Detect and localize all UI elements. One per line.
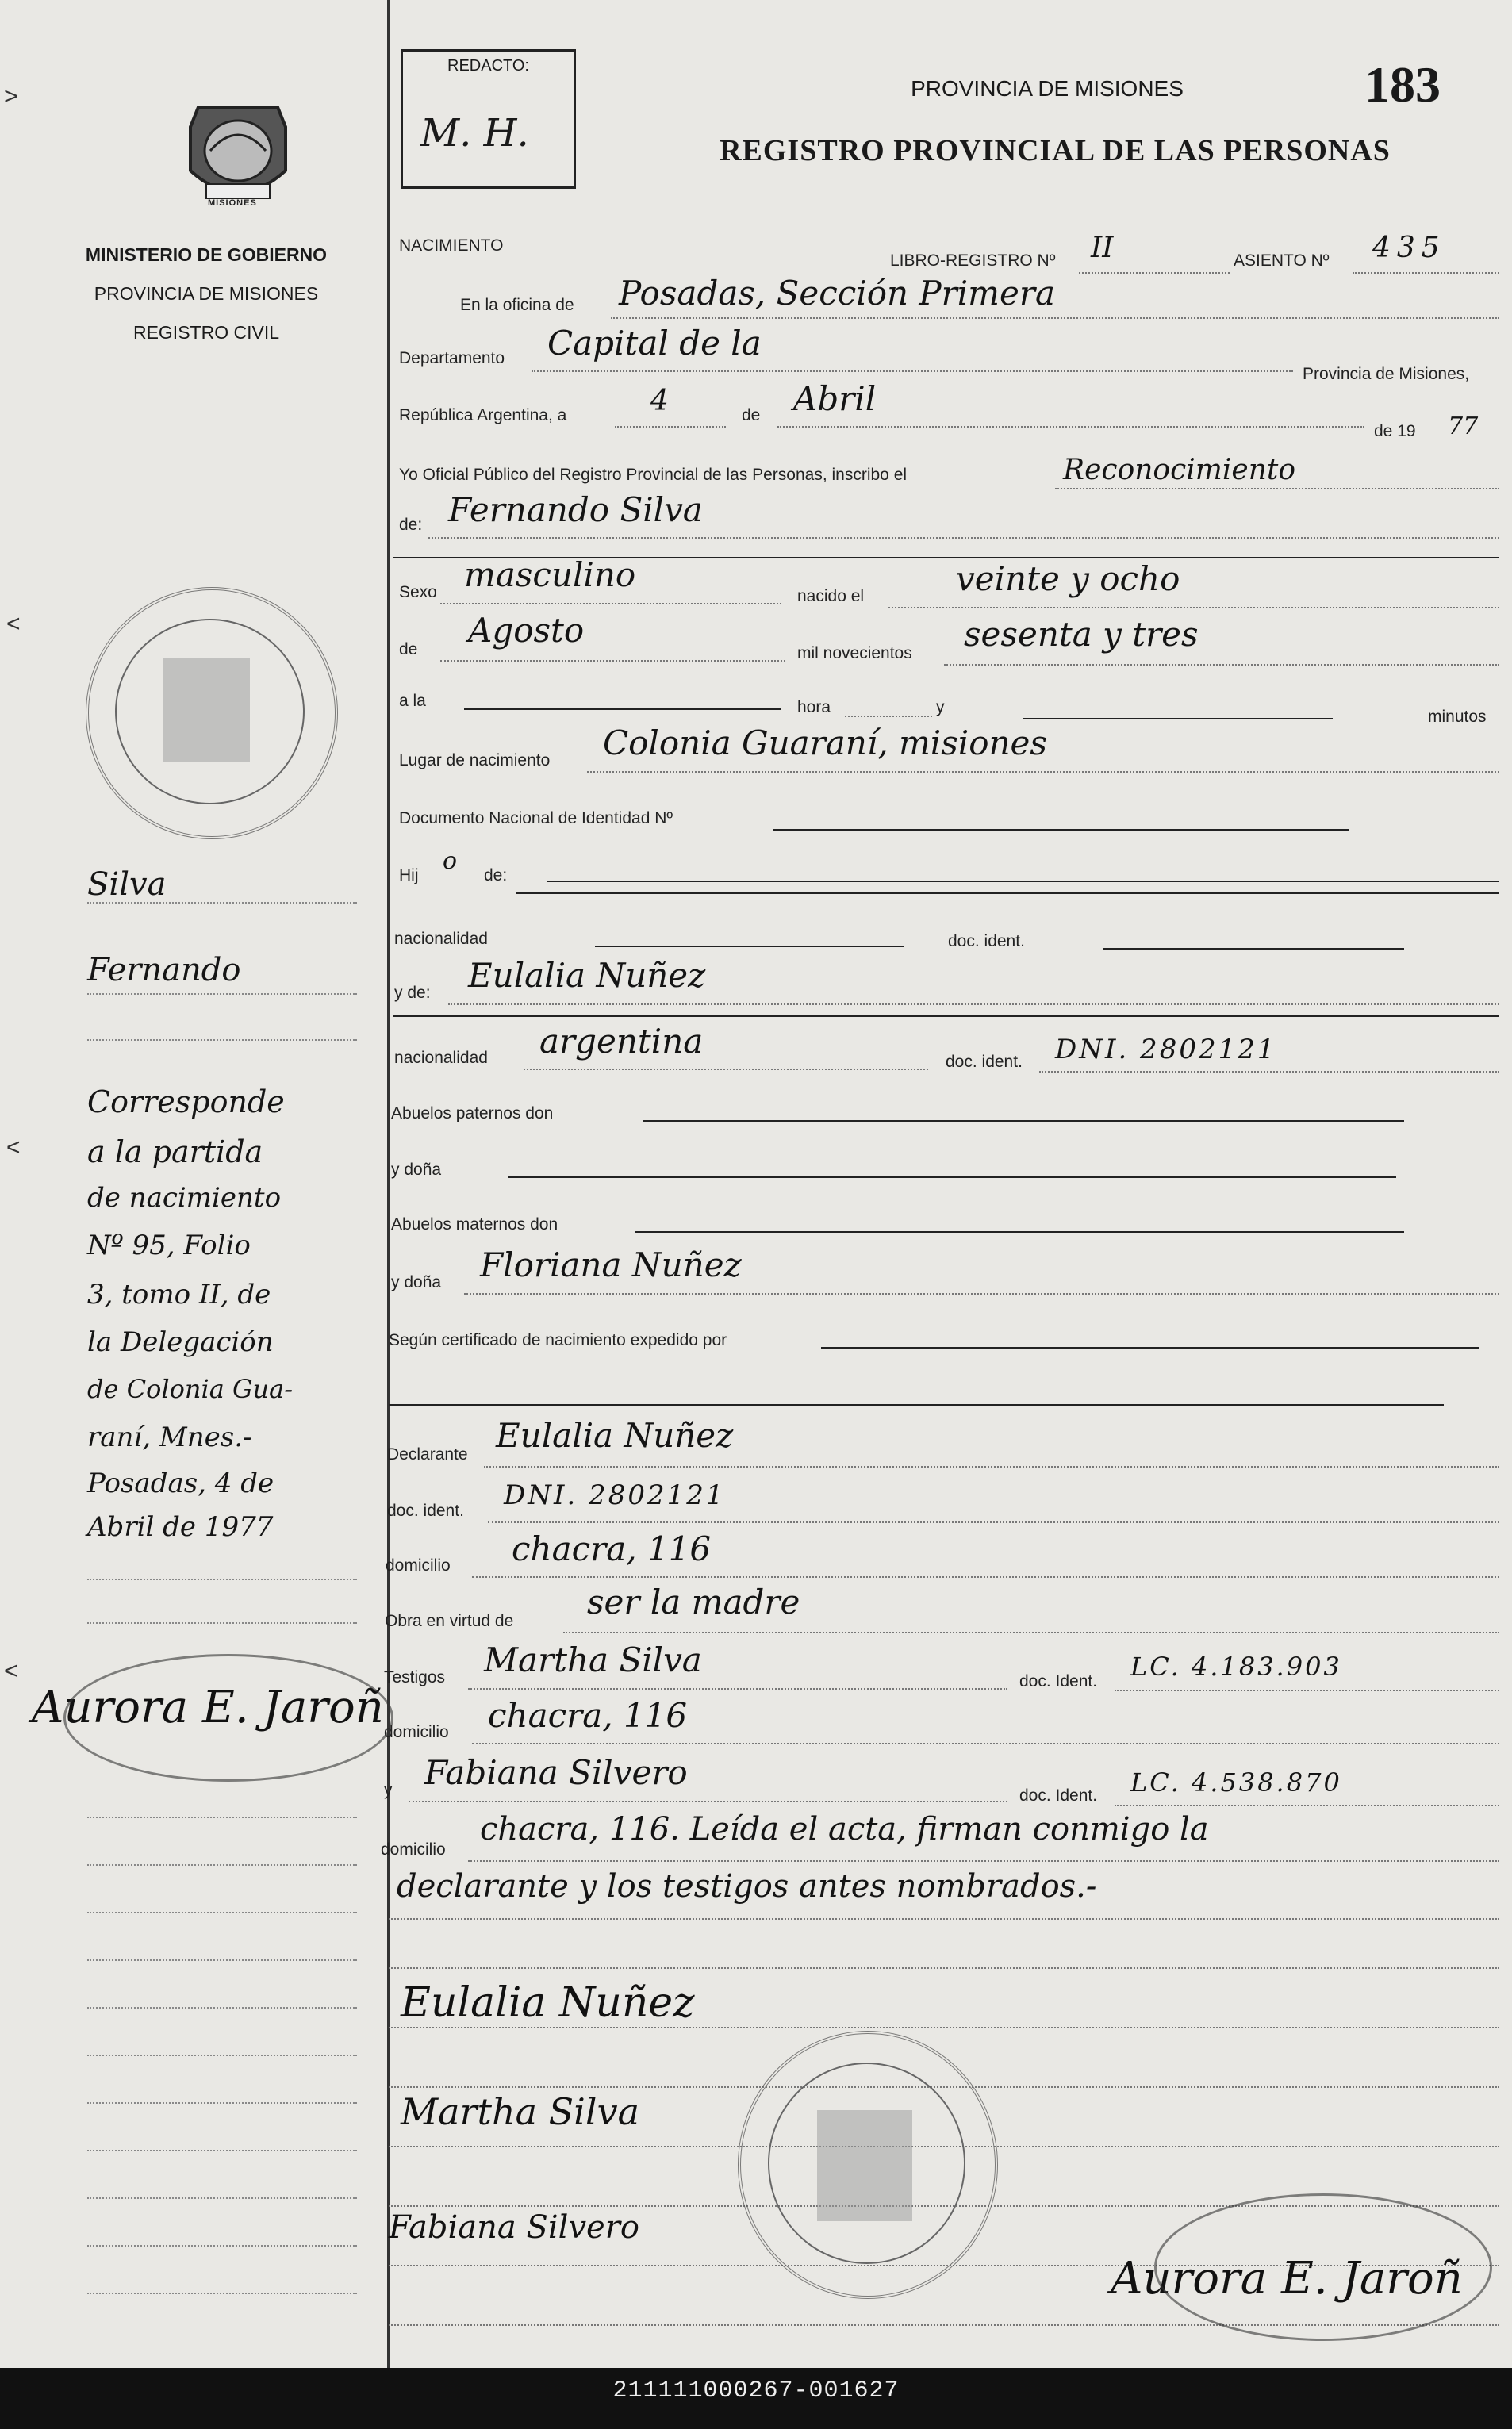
margin-note-line: Abril de 1977	[87, 1511, 274, 1543]
doc-madre-value: DNI. 2802121	[1055, 1034, 1277, 1065]
oficina-value: Posadas, Sección Primera	[619, 274, 1055, 313]
struck-field	[508, 1176, 1396, 1178]
dia-value: 4	[650, 385, 669, 417]
margin-rule	[87, 1039, 357, 1041]
misiones-shield-icon	[182, 95, 294, 214]
section-rule	[516, 892, 1499, 894]
margin-rule	[87, 1817, 357, 1818]
margin-rule	[87, 2293, 357, 2294]
fill-line	[1115, 1690, 1499, 1691]
departamento-value: Capital de la	[547, 324, 762, 363]
fill-line	[440, 660, 785, 662]
registry-title: REGISTRO PROVINCIAL DE LAS PERSONAS	[720, 134, 1391, 167]
mes-value: Abril	[793, 379, 877, 418]
hijo-label: Hij	[399, 866, 419, 884]
departamento-label: Departamento	[399, 349, 505, 367]
nacionalidad-madre-value: argentina	[539, 1022, 704, 1061]
testigo1-value: Martha Silva	[484, 1640, 702, 1679]
margin-note-line: la Delegación	[87, 1326, 274, 1358]
struck-field	[547, 881, 1499, 882]
testigo1-domicilio-value: chacra, 116	[488, 1696, 688, 1735]
abuelos-maternos-label: Abuelos maternos don	[391, 1215, 558, 1234]
sexo-label: Sexo	[399, 583, 437, 601]
struck-field	[821, 1347, 1479, 1349]
testigo1-doc-value: LC. 4.183.903	[1130, 1652, 1342, 1682]
fill-line	[472, 1743, 1499, 1744]
oficial-label: Yo Oficial Público del Registro Provincial de las Personas, inscribo el	[399, 466, 908, 484]
binding-mark: >	[4, 83, 18, 109]
y-label: y	[936, 698, 945, 716]
lugar-label: Lugar de nacimiento	[399, 751, 551, 769]
redacto-initials: M. H.	[420, 111, 529, 155]
margin-note-line: 3, tomo II, de	[87, 1279, 271, 1310]
doc-ident4-label: doc. Ident.	[1019, 1786, 1098, 1805]
binding-mark: <	[4, 1658, 18, 1684]
inscripcion-value: Reconocimiento	[1063, 454, 1296, 486]
binding-mark: <	[6, 1134, 21, 1161]
margin-rule	[87, 993, 357, 995]
margin-rule	[87, 1959, 357, 1961]
margin-rule	[87, 2197, 357, 2199]
nacido-label: nacido el	[797, 587, 865, 605]
struck-field	[595, 946, 904, 947]
nombre-value: Fernando Silva	[448, 490, 703, 529]
margin-note-line: Corresponde	[87, 1084, 285, 1119]
official-signature-bottom-loop	[1154, 2193, 1492, 2341]
nacionalidad-madre-label: nacionalidad	[394, 1049, 488, 1067]
hora-label: hora	[797, 698, 831, 716]
fill-line	[389, 1918, 1499, 1920]
fill-line	[615, 426, 726, 428]
fill-line	[845, 716, 932, 717]
margin-note-line: a la partida	[87, 1134, 263, 1169]
struck-field	[464, 708, 781, 710]
fill-line	[532, 370, 1293, 372]
official-signature-left: Aurora E. Jaroñ	[32, 1682, 384, 1733]
y-dona-label: y doña	[391, 1161, 442, 1179]
fill-line	[389, 1967, 1499, 1969]
margin-rule	[87, 1579, 357, 1580]
a-la-label: a la	[399, 692, 426, 710]
margin-rule	[87, 1912, 357, 1913]
madre-value: Eulalia Nuñez	[468, 956, 706, 995]
fill-line	[468, 1860, 1499, 1862]
republica-label: República Argentina, a	[399, 406, 567, 424]
margin-note-line: raní, Mnes.-	[87, 1422, 252, 1453]
margin-rule	[87, 2245, 357, 2247]
margin-rule	[87, 2150, 357, 2151]
margin-note-line: Posadas, 4 de	[87, 1468, 274, 1499]
y-de-label: y de:	[394, 984, 431, 1002]
testigo2-doc-value: LC. 4.538.870	[1130, 1767, 1342, 1798]
fill-line	[524, 1069, 928, 1070]
doc-ident-madre-label: doc. ident.	[946, 1053, 1023, 1071]
fill-line	[448, 1003, 1499, 1005]
cierre-line1: chacra, 116. Leída el acta, firman conmigo la	[480, 1811, 1209, 1848]
domicilio-label: domicilio	[386, 1556, 451, 1575]
signature-testigo1: Martha Silva	[401, 2090, 640, 2133]
struck-field	[635, 1231, 1404, 1233]
anio-value: 77	[1448, 413, 1479, 440]
fill-line	[464, 1293, 1499, 1295]
fill-line	[484, 1466, 1499, 1468]
abuelos-paternos-label: Abuelos paternos don	[391, 1104, 554, 1122]
left-province: PROVINCIA DE MISIONES	[94, 283, 319, 304]
province-heading: PROVINCIA DE MISIONES	[911, 76, 1184, 101]
anio-label: de 19	[1374, 422, 1416, 440]
domicilio3-label: domicilio	[381, 1840, 446, 1859]
fill-line	[888, 607, 1499, 608]
struck-field	[1103, 948, 1404, 950]
fill-line	[611, 317, 1499, 319]
margin-rule	[87, 1622, 357, 1624]
mil-label: mil novecientos	[797, 644, 912, 662]
doc-ident-label: doc. ident.	[948, 932, 1025, 950]
fill-line	[587, 771, 1499, 773]
fill-line	[1353, 272, 1499, 274]
column-divider	[387, 0, 390, 2368]
testigo2-value: Fabiana Silvero	[424, 1753, 688, 1792]
fill-line	[428, 537, 1499, 539]
de2-label: de	[399, 640, 418, 658]
signature-declarante: Eulalia Nuñez	[401, 1979, 695, 2027]
fill-line	[468, 1688, 1007, 1690]
nacionalidad-label: nacionalidad	[394, 930, 488, 948]
fill-line	[563, 1632, 1499, 1633]
declarante-label: Declarante	[387, 1445, 468, 1464]
declarante-doc-value: DNI. 2802121	[504, 1479, 726, 1511]
nacido-anio-value: sesenta y tres	[964, 615, 1199, 654]
domicilio2-label: domicilio	[384, 1723, 449, 1741]
section-rule	[393, 1015, 1499, 1017]
struck-field	[643, 1120, 1404, 1122]
image-code: 211111000267-001627	[612, 2377, 900, 2404]
fill-line	[1115, 1805, 1499, 1806]
redacto-label: REDACTO:	[447, 57, 529, 75]
logo-caption: MISIONES	[208, 198, 257, 208]
fill-line	[409, 1801, 1007, 1802]
margin-note-line: de nacimiento	[87, 1182, 282, 1214]
ministry-heading: MINISTERIO DE GOBIERNO	[85, 244, 328, 265]
abuela-materna-value: Floriana Nuñez	[480, 1245, 742, 1284]
struck-field	[773, 829, 1349, 831]
sexo-value: masculino	[464, 555, 636, 594]
fill-line	[944, 664, 1499, 666]
official-signature-bottom: Aurora E. Jaroñ	[1111, 2253, 1463, 2304]
minutos-label: minutos	[1428, 708, 1487, 726]
margin-rule	[87, 2007, 357, 2009]
de-label: de	[742, 406, 761, 424]
declarante-value: Eulalia Nuñez	[496, 1416, 734, 1455]
official-signature-loop	[63, 1654, 393, 1782]
signature-testigo2: Fabiana Silvero	[389, 2209, 639, 2246]
testigos-label: Testigos	[384, 1668, 446, 1686]
margin-rule	[87, 2055, 357, 2056]
provincia-label: Provincia de Misiones,	[1303, 365, 1470, 383]
binding-mark: <	[6, 611, 21, 637]
margin-rule	[87, 1864, 357, 1866]
hijo-suffix: o	[443, 847, 458, 875]
margin-note-line: Nº 95, Folio	[87, 1230, 251, 1261]
nacido-mes-value: Agosto	[468, 611, 585, 650]
obra-value: ser la madre	[587, 1583, 800, 1621]
official-stamp-bottom-emblem	[817, 2110, 912, 2221]
obra-label: Obra en virtud de	[385, 1612, 514, 1630]
fill-line	[472, 1576, 1499, 1578]
de-nombre-label: de:	[399, 516, 423, 534]
documento-label: Documento Nacional de Identidad Nº	[399, 809, 673, 827]
fill-line	[488, 1521, 1499, 1523]
struck-field	[389, 1404, 1444, 1406]
act-type: NACIMIENTO	[399, 236, 504, 255]
nacido-dia-value: veinte y ocho	[956, 559, 1180, 598]
official-stamp-emblem	[163, 658, 250, 762]
hijo-de-label: de:	[484, 866, 508, 884]
cierre-line2: declarante y los testigos antes nombrados.-	[397, 1868, 1097, 1905]
asiento-label: ASIENTO Nº	[1234, 251, 1330, 270]
margin-rule	[87, 2102, 357, 2104]
fill-line	[389, 2027, 1499, 2028]
domicilio-value: chacra, 116	[512, 1529, 712, 1568]
certificado-label: Según certificado de nacimiento expedido por	[389, 1331, 727, 1349]
fill-line	[777, 426, 1364, 428]
folio-number: 183	[1364, 56, 1441, 113]
fill-line	[440, 603, 781, 604]
margin-rule	[87, 902, 357, 904]
libro-value: II	[1091, 232, 1114, 264]
y-dona-materna-label: y doña	[391, 1273, 442, 1291]
doc-ident2-label: doc. ident.	[387, 1502, 464, 1520]
fill-line	[1055, 488, 1499, 489]
margin-note-line: de Colonia Gua-	[87, 1374, 293, 1404]
fill-line	[1079, 272, 1230, 274]
fill-line	[1039, 1071, 1499, 1073]
y2-label: y	[384, 1781, 393, 1799]
doc-ident3-label: doc. Ident.	[1019, 1672, 1098, 1690]
margin-surname: Silva	[87, 866, 167, 903]
libro-label: LIBRO-REGISTRO Nº	[890, 251, 1056, 270]
lugar-value: Colonia Guaraní, misiones	[603, 723, 1047, 762]
struck-field	[1023, 718, 1333, 719]
asiento-value: 435	[1372, 232, 1446, 264]
left-registry: REGISTRO CIVIL	[132, 322, 280, 343]
oficina-label: En la oficina de	[460, 296, 574, 314]
margin-given-name: Fernando	[87, 952, 241, 988]
